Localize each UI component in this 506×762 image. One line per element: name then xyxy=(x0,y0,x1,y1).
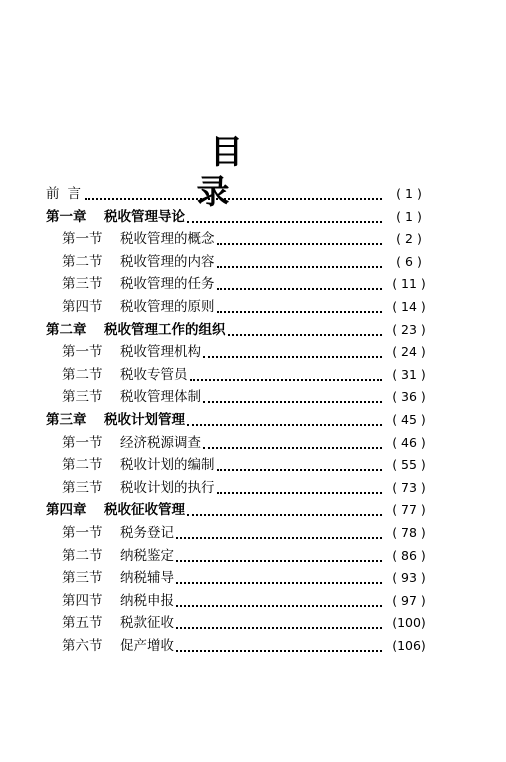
toc-entry xyxy=(0,409,506,431)
toc-entry-number: 第五节 xyxy=(62,615,103,632)
dot-leader xyxy=(190,377,383,381)
toc-entry-title: 税收管理的内容 xyxy=(120,253,215,270)
toc-entry xyxy=(0,228,506,250)
toc-entry xyxy=(0,567,506,589)
toc-entry-title: 税收管理的任务 xyxy=(120,276,215,293)
toc-entry-page: ( 86 ) xyxy=(392,547,426,563)
toc-entry xyxy=(0,499,506,521)
dot-leader xyxy=(85,196,382,200)
dot-leader xyxy=(203,354,382,358)
dot-leader xyxy=(187,422,382,426)
toc-entry-title: 税收管理的概念 xyxy=(120,231,215,248)
toc-entry-page: ( 45 ) xyxy=(392,412,426,427)
toc-entry-number: 第一节 xyxy=(62,231,103,248)
dot-leader xyxy=(176,648,382,652)
toc-entry xyxy=(0,319,506,341)
toc-entry xyxy=(0,635,506,657)
toc-entry-page: ( 1 ) xyxy=(396,186,422,201)
toc-entry-page: (100) xyxy=(392,615,426,631)
toc-entry-page: ( 14 ) xyxy=(392,299,426,314)
dot-leader xyxy=(187,219,382,223)
toc-entry-title: 促产增收 xyxy=(120,638,174,654)
toc-entry-title: 税款征收 xyxy=(120,615,174,632)
toc-entry-page: ( 36 ) xyxy=(392,389,426,405)
toc-entry-page: ( 46 ) xyxy=(392,434,426,450)
dot-leader xyxy=(217,286,383,290)
toc-entry-title: 纳税申报 xyxy=(120,592,174,609)
toc-entry-number: 第一节 xyxy=(62,344,103,361)
toc-entry-title: 经济税源调查 xyxy=(120,434,201,451)
toc-entry-number: 第三节 xyxy=(62,276,103,293)
toc-entry-page: ( 2 ) xyxy=(396,231,422,247)
toc-entry-title: 税收征收管理 xyxy=(104,502,185,519)
toc-entry-page: (106) xyxy=(392,638,426,653)
toc-entry-page: ( 23 ) xyxy=(392,321,426,337)
toc-entry-number: 第二节 xyxy=(62,366,103,383)
dot-leader xyxy=(217,490,383,494)
toc-entry xyxy=(0,432,506,454)
toc-entry-title: 税收管理的原则 xyxy=(120,299,215,315)
toc-entry-title: 税收计划的编制 xyxy=(120,457,215,474)
toc-entry-number: 第一章 xyxy=(46,208,87,225)
toc-entry-title: 税收计划的执行 xyxy=(120,479,215,496)
toc-entry xyxy=(0,183,506,205)
toc-entry-number: 第三章 xyxy=(46,412,87,428)
toc-entry-page: ( 11 ) xyxy=(392,276,426,292)
toc-entry-number: 第二节 xyxy=(62,547,103,564)
toc-entry xyxy=(0,251,506,273)
toc-entry-page: ( 78 ) xyxy=(392,525,426,540)
toc-entry-page: ( 73 ) xyxy=(392,479,426,495)
toc-entry xyxy=(0,296,506,318)
dot-leader xyxy=(187,512,382,516)
toc-entry-number: 第三节 xyxy=(62,570,103,587)
toc-entry-number: 第一节 xyxy=(62,434,103,451)
toc-entry-number: 第二节 xyxy=(62,253,103,270)
toc-entry-page: ( 93 ) xyxy=(392,570,426,586)
dot-leader xyxy=(228,332,383,336)
toc-entry-number: 第六节 xyxy=(62,638,103,654)
toc-entry-page: ( 24 ) xyxy=(392,344,426,360)
toc-entry-title: 税务登记 xyxy=(120,525,174,541)
dot-leader xyxy=(176,580,382,584)
toc-entry-number: 第四节 xyxy=(62,592,103,609)
toc-entry-page: ( 31 ) xyxy=(392,366,426,382)
toc-entry-number: 第二节 xyxy=(62,457,103,474)
toc-entry-title: 税收管理体制 xyxy=(120,389,201,406)
dot-leader xyxy=(203,445,382,449)
page-title: 目 录 xyxy=(196,132,384,211)
dot-leader xyxy=(176,625,382,629)
toc-entry-title: 纳税辅导 xyxy=(120,570,174,587)
toc-entry-page: ( 77 ) xyxy=(392,502,426,518)
dot-leader xyxy=(176,603,382,607)
dot-leader xyxy=(217,264,383,268)
toc-entry-title: 税收计划管理 xyxy=(104,412,185,428)
dot-leader xyxy=(217,309,383,313)
dot-leader xyxy=(176,558,382,562)
toc-entry xyxy=(0,477,506,499)
toc-entry-number: 第一节 xyxy=(62,525,103,541)
dot-leader xyxy=(203,399,382,403)
toc-entry-number: 第三节 xyxy=(62,479,103,496)
toc-entry-title: 税收管理机构 xyxy=(120,344,201,361)
toc-entry-number: 第二章 xyxy=(46,321,87,338)
toc-entry xyxy=(0,454,506,476)
toc-entry-number: 第三节 xyxy=(62,389,103,406)
toc-entry-number: 第四节 xyxy=(62,299,103,315)
toc-entry xyxy=(0,612,506,634)
toc-entry-page: ( 97 ) xyxy=(392,592,426,608)
toc-entry-title: 税收专管员 xyxy=(120,366,188,383)
dot-leader xyxy=(217,241,383,245)
dot-leader xyxy=(217,467,383,471)
dot-leader xyxy=(176,535,382,539)
toc-entry xyxy=(0,273,506,295)
toc-entry xyxy=(0,206,506,228)
toc-entry-page: ( 55 ) xyxy=(392,457,426,473)
toc-entry-number: 前言 xyxy=(46,186,89,202)
toc-entry-title: 税收管理工作的组织 xyxy=(104,321,226,338)
toc-entry-number: 第四章 xyxy=(46,502,87,519)
toc-entry-title: 纳税鉴定 xyxy=(120,547,174,564)
toc-entry-page: ( 6 ) xyxy=(396,253,422,269)
toc-entry-title: 税收管理导论 xyxy=(104,208,185,225)
toc-entry xyxy=(0,364,506,386)
toc-entry xyxy=(0,341,506,363)
toc-entry xyxy=(0,545,506,567)
toc-entry xyxy=(0,522,506,544)
toc-entry xyxy=(0,386,506,408)
toc-entry xyxy=(0,590,506,612)
toc-entry-page: ( 1 ) xyxy=(396,208,422,224)
